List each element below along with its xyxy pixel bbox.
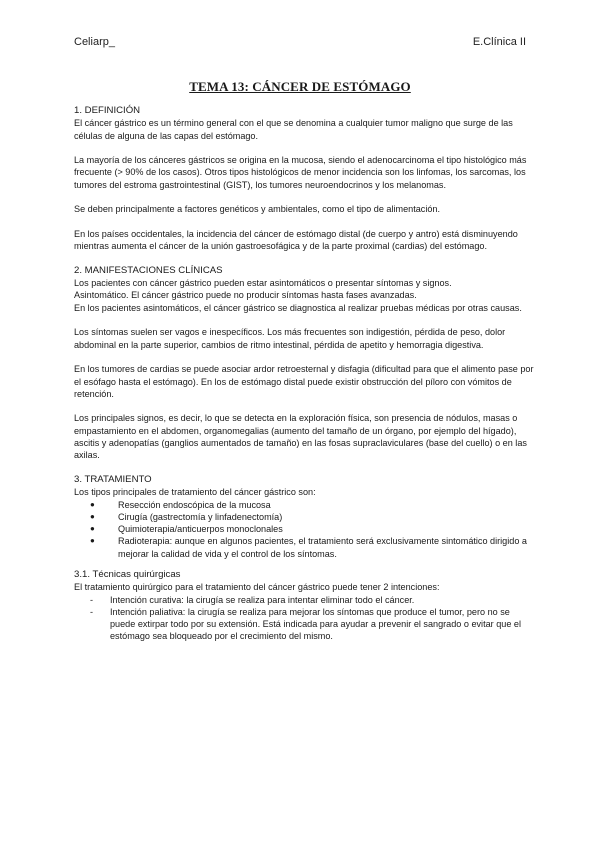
section-1-paragraph-4: En los países occidentales, la incidencia del cáncer de estómago distal (de cuerpo y antro) está disminuyendo mientras aumenta el cáncer de la unión gastroesofágica y de la parte proximal (cardias) del estómago. — [74, 228, 518, 252]
list-item: ● Cirugía (gastrectomía y linfadenectomía) — [90, 511, 283, 522]
section-1-heading: 1. DEFINICIÓN — [74, 105, 141, 116]
section-2-paragraph-2: Los síntomas suelen ser vagos e inespecíficos. Los más frecuentes son indigestión, pérdida de peso, dolor abdominal en la parte superior, cambios de ritmo intestinal, pérdida de apetito y hemorragia digestiva. — [74, 327, 506, 350]
list-item: - Intención paliativa: la cirugía se realiza para mejorar los síntomas que produce el tumor, pero no se puede extirpar todo por su extensión. Está indicada para ayudar a prevenir el sangrado o evitar que el estómago sea bloqueado por el crecimiento del mismo. — [90, 606, 521, 642]
dash-marker: - — [90, 594, 94, 605]
bullet-icon: ● — [90, 524, 95, 534]
list-item: ● Radioterapia: aunque en algunos pacientes, el tratamiento será exclusivamente sintomático dirigido a mejorar la calidad de vida y el control de los síntomas. — [90, 536, 527, 559]
section-1-paragraph-3: Se deben principalmente a factores genéticos y ambientales, como el tipo de alimentación. — [74, 204, 440, 215]
document-body — [74, 105, 534, 643]
surgery-intentions-list — [74, 594, 534, 643]
section-2-line-1: Los pacientes con cáncer gástrico pueden estar asintomáticos o presentar síntomas y signos. — [74, 278, 452, 289]
section-1-paragraph-1: El cáncer gástrico es un término general con el que se denomina a cualquier tumor maligno que surge de las células de alguna de las capas del estómago. — [74, 118, 513, 141]
list-item: ● Quimioterapia/anticuerpos monoclonales — [90, 524, 283, 535]
list-item: - Intención curativa: la cirugía se realiza para intentar eliminar todo el cáncer. — [90, 594, 415, 605]
section-2-line-2: Asintomático. El cáncer gástrico puede no producir síntomas hasta fases avanzadas. — [74, 290, 417, 301]
section-2-heading: 2. MANIFESTACIONES CLÍNICAS — [74, 264, 223, 276]
bullet-icon: ● — [90, 511, 95, 521]
document-title: TEMA 13: CÁNCER DE ESTÓMAGO — [189, 79, 411, 94]
dash-marker: - — [90, 606, 94, 617]
header-subject: E.Clínica II — [472, 36, 526, 48]
section-2-line-3: En los pacientes asintomáticos, el cáncer gástrico se diagnostica al realizar pruebas médicas por otras causas. — [74, 302, 522, 313]
bullet-icon: ● — [90, 536, 95, 546]
section-1-paragraph-2: La mayoría de los cánceres gástricos se origina en la mucosa, siendo el adenocarcinoma el tipo histológico más frecuente (> 90% de los casos). Otros tipos histológicos de menor incidencia son los linfomas, los sarcomas, los tumores del estroma gastrointestinal (GIST), los tumores neuroendocrinos y los melanomas. — [74, 155, 527, 190]
section-2-paragraph-3: En los tumores de cardias se puede asociar ardor retroesternal y disfagia (dificultad para que el alimento pase por el esófago hasta el estómago). En los de estómago distal puede existir obstrucción del píloro con vómitos de retención. — [74, 364, 534, 399]
list-item: ● Resección endoscópica de la mucosa — [90, 499, 271, 510]
bullet-icon: ● — [90, 499, 95, 509]
section-2-paragraph-4: Los principales signos, es decir, lo que se detecta en la exploración física, son presencia de nódulos, masas o empastamiento en el abdomen, organomegalias (aumento del tamaño de un órgano, por ejemplo del hígado), ascitis y adenopatías (ganglios aumentados de tamaño) en las fosas supraclaviculares (base del cuello) o en las axilas. — [74, 413, 527, 461]
section-3-heading: 3. TRATAMIENTO — [74, 473, 152, 485]
header-author: Celiarp_ — [74, 36, 115, 48]
treatment-list — [74, 499, 534, 560]
section-3-1-heading: 3.1. Técnicas quirúrgicas — [74, 568, 181, 580]
section-3-1-intro: El tratamiento quirúrgico para el tratamiento del cáncer gástrico puede tener 2 intenciones: — [74, 582, 440, 593]
section-3-intro: Los tipos principales de tratamiento del cáncer gástrico son: — [74, 487, 316, 498]
